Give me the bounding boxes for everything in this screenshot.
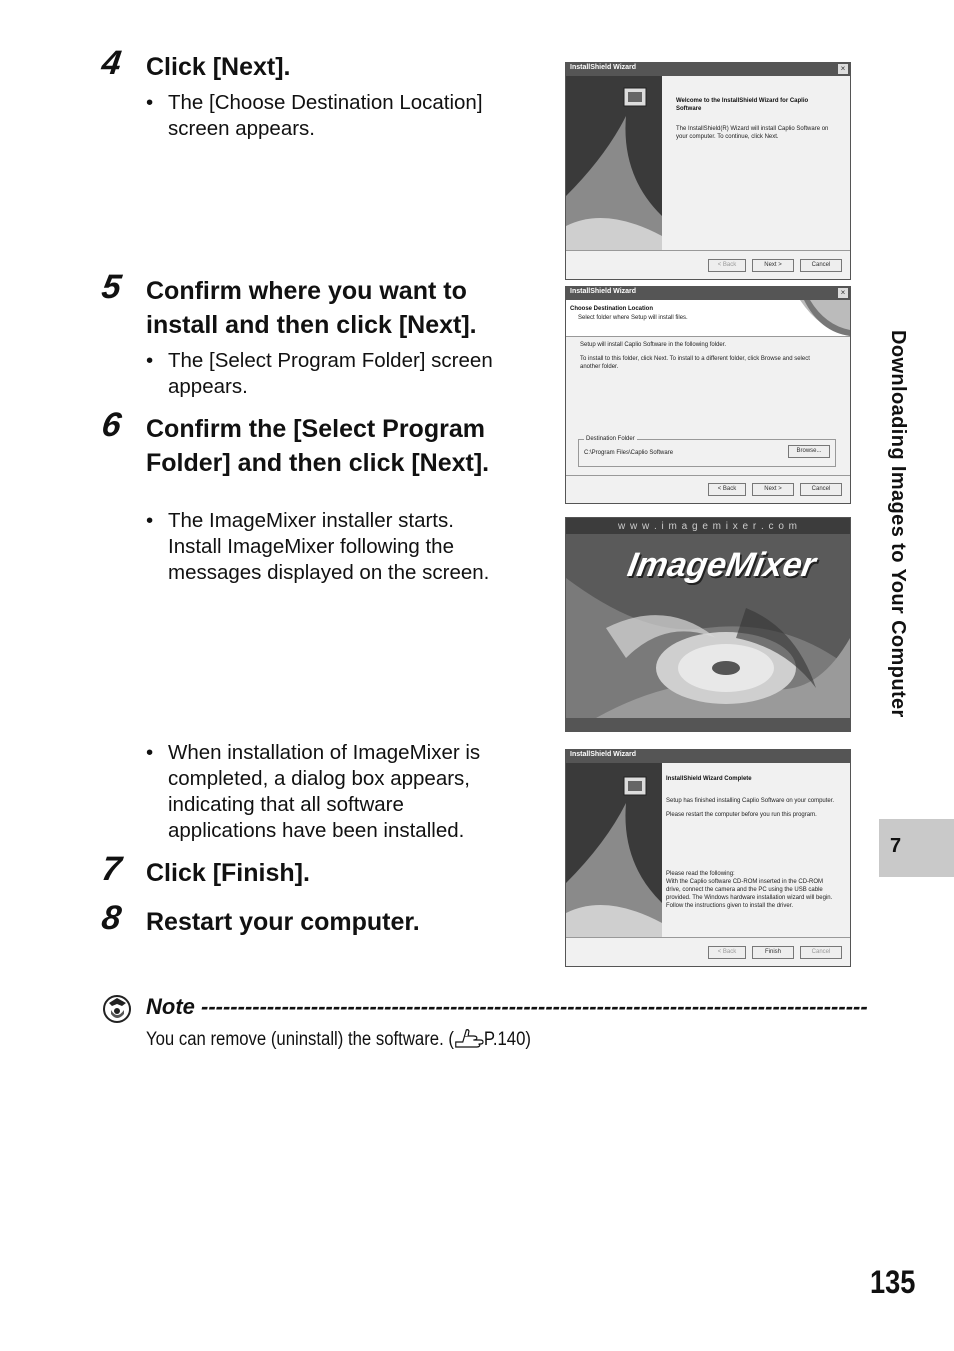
bullet-line: completed, a dialog box appears, — [168, 767, 471, 790]
dialog-title: InstallShield Wizard — [570, 751, 637, 758]
pointing-hand-icon — [454, 1028, 484, 1048]
note-text — [146, 1028, 531, 1051]
complete-heading: InstallShield Wizard Complete — [666, 776, 752, 782]
bullet-line: screen appears. — [168, 117, 316, 140]
complete-body-2: Please restart the computer before you run this program. — [666, 812, 817, 818]
complete-read-5: Follow the instructions given to install the driver. — [666, 903, 794, 909]
divider — [566, 475, 850, 476]
note-text-after: P.140) — [483, 1029, 531, 1050]
note-text-before: You can remove (uninstall) the software. ( — [146, 1029, 454, 1050]
destination-path: C:\Program Files\Caplio Software — [584, 450, 674, 456]
back-button[interactable]: < Back — [708, 946, 746, 959]
complete-read-4: provided. The Windows hardware installation wizard will begin. — [666, 895, 833, 901]
note-icon — [102, 994, 132, 1024]
chapter-title: Downloading Images to Your Computer — [887, 330, 909, 718]
wizard-side-graphic — [566, 763, 662, 937]
destination-group-label: Destination Folder — [586, 436, 635, 442]
chapter-number: 7 — [890, 835, 902, 857]
step-number-5: 5 — [99, 268, 124, 306]
heading-line: install and then click [Next]. — [146, 311, 477, 339]
finish-button[interactable]: Finish — [752, 946, 794, 959]
welcome-body-1: The InstallShield(R) Wizard will install Caplio Software on — [676, 126, 829, 132]
step-number-7: 7 — [99, 850, 124, 888]
welcome-heading-2: Software — [676, 106, 702, 112]
step-4-heading: Click [Next]. — [146, 53, 291, 81]
dialog-titlebar — [566, 750, 850, 763]
complete-read-1: Please read the following: — [666, 871, 735, 877]
step-7-heading: Click [Finish]. — [146, 859, 310, 887]
heading-line: Confirm where you want to — [146, 277, 467, 305]
destination-body-1: Setup will install Caplio Software in the following folder. — [580, 342, 727, 348]
dialog-titlebar — [566, 287, 850, 300]
step-6-heading — [146, 412, 489, 480]
step-number-6: 6 — [99, 406, 124, 444]
bullet-line: indicating that all software — [168, 793, 404, 816]
back-button[interactable]: < Back — [708, 259, 746, 272]
welcome-dialog-screenshot — [565, 62, 851, 280]
bullet-line: • When installation of ImageMixer is — [168, 741, 481, 764]
dialog-titlebar — [566, 63, 850, 76]
bullet-line: messages displayed on the screen. — [168, 561, 490, 584]
step-8-heading: Restart your computer. — [146, 908, 420, 936]
heading-line: Confirm the [Select Program — [146, 415, 485, 443]
close-icon: × — [838, 288, 848, 298]
destination-body-3: another folder. — [580, 364, 619, 370]
step-5-bullet — [146, 348, 493, 400]
divider — [566, 937, 850, 938]
welcome-heading-1: Welcome to the InstallShield Wizard for Caplio — [676, 98, 809, 104]
bullet-line: appears. — [168, 375, 248, 398]
imagemixer-splash-screenshot — [565, 517, 851, 732]
header-swoosh-graphic — [790, 300, 850, 336]
step-6-bullet — [146, 508, 489, 586]
note-label: Note ------------------------------------------------------------------------------------------- — [146, 994, 868, 1019]
back-button[interactable]: < Back — [708, 483, 746, 496]
divider — [566, 336, 850, 337]
next-button[interactable]: Next > — [752, 483, 794, 496]
step-5-heading — [146, 274, 477, 342]
destination-body-2: To install to this folder, click Next. To install to a different folder, click Browse and select — [580, 356, 810, 362]
bullet-line: • The [Choose Destination Location] — [168, 91, 483, 114]
bullet-line: applications have been installed. — [168, 819, 465, 842]
destination-sub: Select folder where Setup will install files. — [578, 315, 688, 321]
dialog-title: InstallShield Wizard — [570, 288, 637, 295]
chapter-tab — [879, 819, 954, 877]
complete-read-2: With the Caplio software CD-ROM inserted in the CD-ROM — [666, 879, 824, 885]
next-button[interactable]: Next > — [752, 259, 794, 272]
dialog-title: InstallShield Wizard — [570, 64, 637, 71]
page-number: 135 — [870, 1264, 916, 1300]
bullet-line: • The ImageMixer installer starts. — [168, 509, 454, 532]
cancel-button[interactable]: Cancel — [800, 483, 842, 496]
wizard-side-graphic — [566, 76, 662, 250]
step-number-8: 8 — [99, 899, 124, 937]
complete-read-3: drive, connect the camera and the PC using the USB cable — [666, 887, 823, 893]
close-icon: × — [838, 64, 848, 74]
imagemixer-logo: ImageMixer — [624, 546, 819, 584]
bullet-line: Install ImageMixer following the — [168, 535, 454, 558]
step-number-4: 4 — [99, 44, 124, 82]
destination-dialog-screenshot — [565, 286, 851, 504]
cancel-button[interactable]: Cancel — [800, 946, 842, 959]
step-4-bullet — [146, 90, 483, 142]
welcome-body-2: your computer. To continue, click Next. — [676, 134, 779, 140]
step-7-bullet — [146, 740, 480, 844]
divider — [566, 250, 850, 251]
destination-heading: Choose Destination Location — [570, 306, 654, 312]
browse-button[interactable]: Browse... — [788, 445, 830, 458]
splash-url: w w w . i m a g e m i x e r . c o m — [617, 521, 799, 532]
bullet-line: • The [Select Program Folder] screen — [168, 349, 493, 372]
complete-dialog-screenshot — [565, 749, 851, 967]
cancel-button[interactable]: Cancel — [800, 259, 842, 272]
heading-line: Folder] and then click [Next]. — [146, 449, 490, 477]
complete-body-1: Setup has finished installing Caplio Software on your computer. — [666, 798, 835, 804]
